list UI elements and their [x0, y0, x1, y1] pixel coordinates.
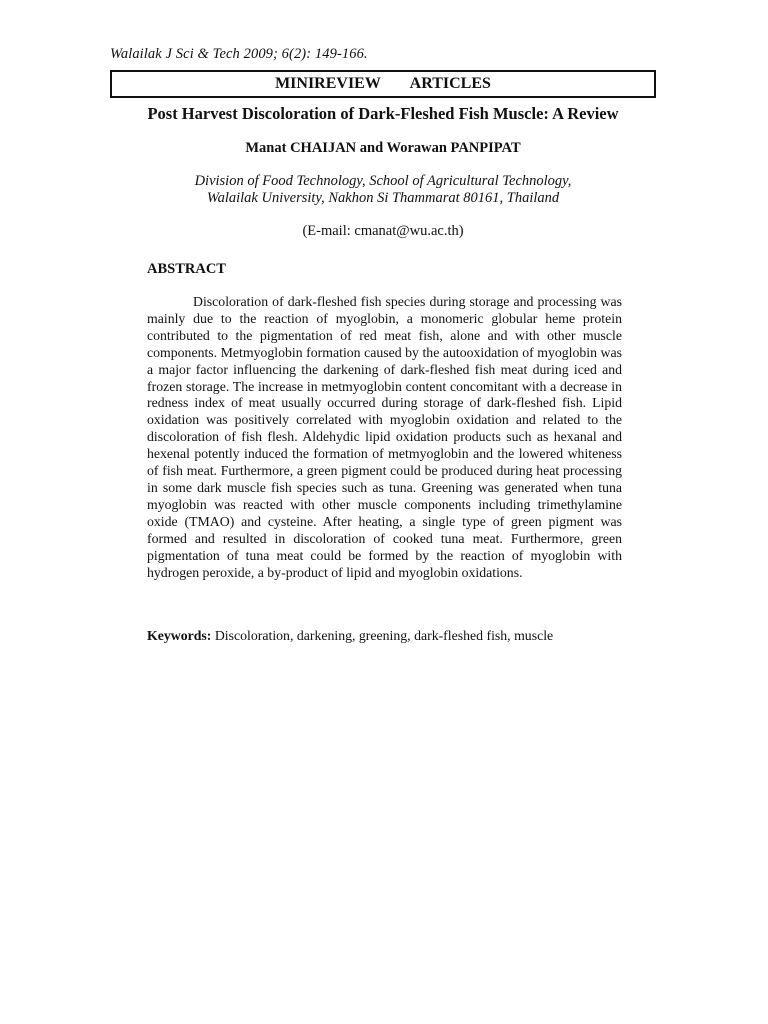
- article-authors: Manat CHAIJAN and Worawan PANPIPAT: [245, 140, 521, 156]
- abstract-heading: ABSTRACT: [147, 261, 226, 277]
- keywords-label: Keywords:: [147, 628, 212, 643]
- section-label-box: [110, 70, 656, 98]
- section-label: MINIREVIEW ARTICLES: [275, 75, 491, 92]
- author-affiliation: [110, 173, 656, 207]
- affiliation-line-1: Division of Food Technology, School of Agricultural Technology,: [194, 173, 572, 189]
- affiliation-line-2: Walailak University, Nakhon Si Thammarat 80161, Thailand: [206, 190, 560, 206]
- journal-citation: Walailak J Sci & Tech 2009; 6(2): 149-166.: [110, 46, 368, 62]
- keywords-text: Discoloration, darkening, greening, dark-fleshed fish, muscle: [214, 628, 554, 643]
- abstract-body: Discoloration of dark-fleshed fish species during storage and processing was mainly due to the reaction of myoglobin, a monomeric globular heme protein contributed to the pigmentation of red meat fish, alone and with other muscle components. Metmyoglobin formation caused by the autooxidation of myoglobin was a major factor influencing the darkening of dark-fleshed fish meat during iced and frozen storage. The increase in metmyoglobin content concomitant with a decrease in redness index of meat usually occurred during storage of dark-fleshed fish. Lipid oxidation was positively correlated with myoglobin oxidation and related to the discoloration of fish flesh. Aldehydic lipid oxidation products such as hexanal and hexenal potently induced the formation of metmyoglobin and the lowered whiteness of fish meat. Furthermore, a green pigment could be produced during heat processing in some dark muscle fish species such as tuna. Greening was generated when tuna myoglobin was reacted with other muscle components including trimethylamine oxide (TMAO) and cysteine. After heating, a single type of green pigment was formed and resulted in discoloration of cooked tuna meat. Furthermore, green pigmentation of tuna meat could be formed by the reaction of myoglobin with hydrogen peroxide, a by-product of lipid and myoglobin oxidations.: [147, 294, 622, 580]
- article-title: Post Harvest Discoloration of Dark-Fleshed Fish Muscle: A Review: [147, 104, 619, 123]
- keywords: [147, 628, 622, 644]
- author-email: (E-mail: cmanat@wu.ac.th): [302, 223, 464, 239]
